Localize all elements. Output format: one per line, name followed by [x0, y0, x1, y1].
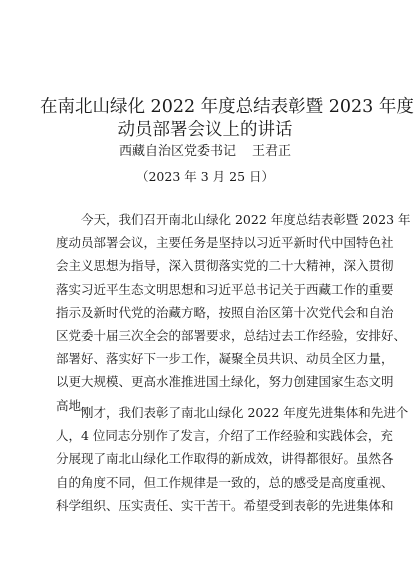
- paragraph-line: 部署好、落实好下一步工作，凝聚全员共识、动员全区力量，: [56, 351, 394, 367]
- paragraph-line: 以更大规模、更高水准推进国土绿化，努力创建国家生态文明: [56, 374, 394, 390]
- paragraph-line: 会主义思想为指导，深入贯彻落实党的二十大精神，深入贯彻: [56, 258, 394, 274]
- paragraph-2: [56, 401, 409, 517]
- paragraph-line: 高地。: [56, 397, 94, 413]
- paragraph-line: 人，4 位同志分别作了发言，介绍了工作经验和实践体会，充: [56, 428, 393, 444]
- document-title-line-1: 在南北山绿化 2022 年度总结表彰暨 2023 年度: [40, 97, 414, 117]
- document-title-line-2: 动员部署会议上的讲话: [117, 120, 293, 140]
- author-byline: [40, 143, 370, 161]
- paragraph-line: 指示及新时代党的治藏方略，按照自治区第十次党代会和自治: [56, 304, 394, 320]
- paragraph-line: 分展现了南北山绿化工作取得的新成效，讲得都很好。虽然各: [56, 451, 394, 467]
- paragraph-line: 落实习近平生态文明思想和习近平总书记关于西藏工作的重要: [56, 281, 394, 297]
- paragraph-1: [56, 208, 411, 417]
- paragraph-line: 区党委十届三次全会的部署要求，总结过去工作经验，安排好、: [56, 327, 407, 343]
- paragraph-line: 刚才，我们表彰了南北山绿化 2022 年度先进集体和先进个: [81, 405, 409, 420]
- author-org: 西藏自治区党委书记: [118, 144, 236, 159]
- paragraph-line: 科学组织、压实责任、实干苦干。希望受到表彰的先进集体和: [56, 497, 394, 513]
- paragraph-line: 自的角度不同，但工作规律是一致的，总的感受是高度重视、: [56, 474, 394, 490]
- author-name: 王君正: [252, 144, 292, 159]
- paragraph-line: 度动员部署会议，主要任务是坚持以习近平新时代中国特色社: [56, 235, 394, 251]
- paragraph-line: 今天，我们召开南北山绿化 2022 年度总结表彰暨 2023 年: [81, 212, 411, 227]
- speech-date: （2023 年 3 月 25 日）: [135, 169, 275, 184]
